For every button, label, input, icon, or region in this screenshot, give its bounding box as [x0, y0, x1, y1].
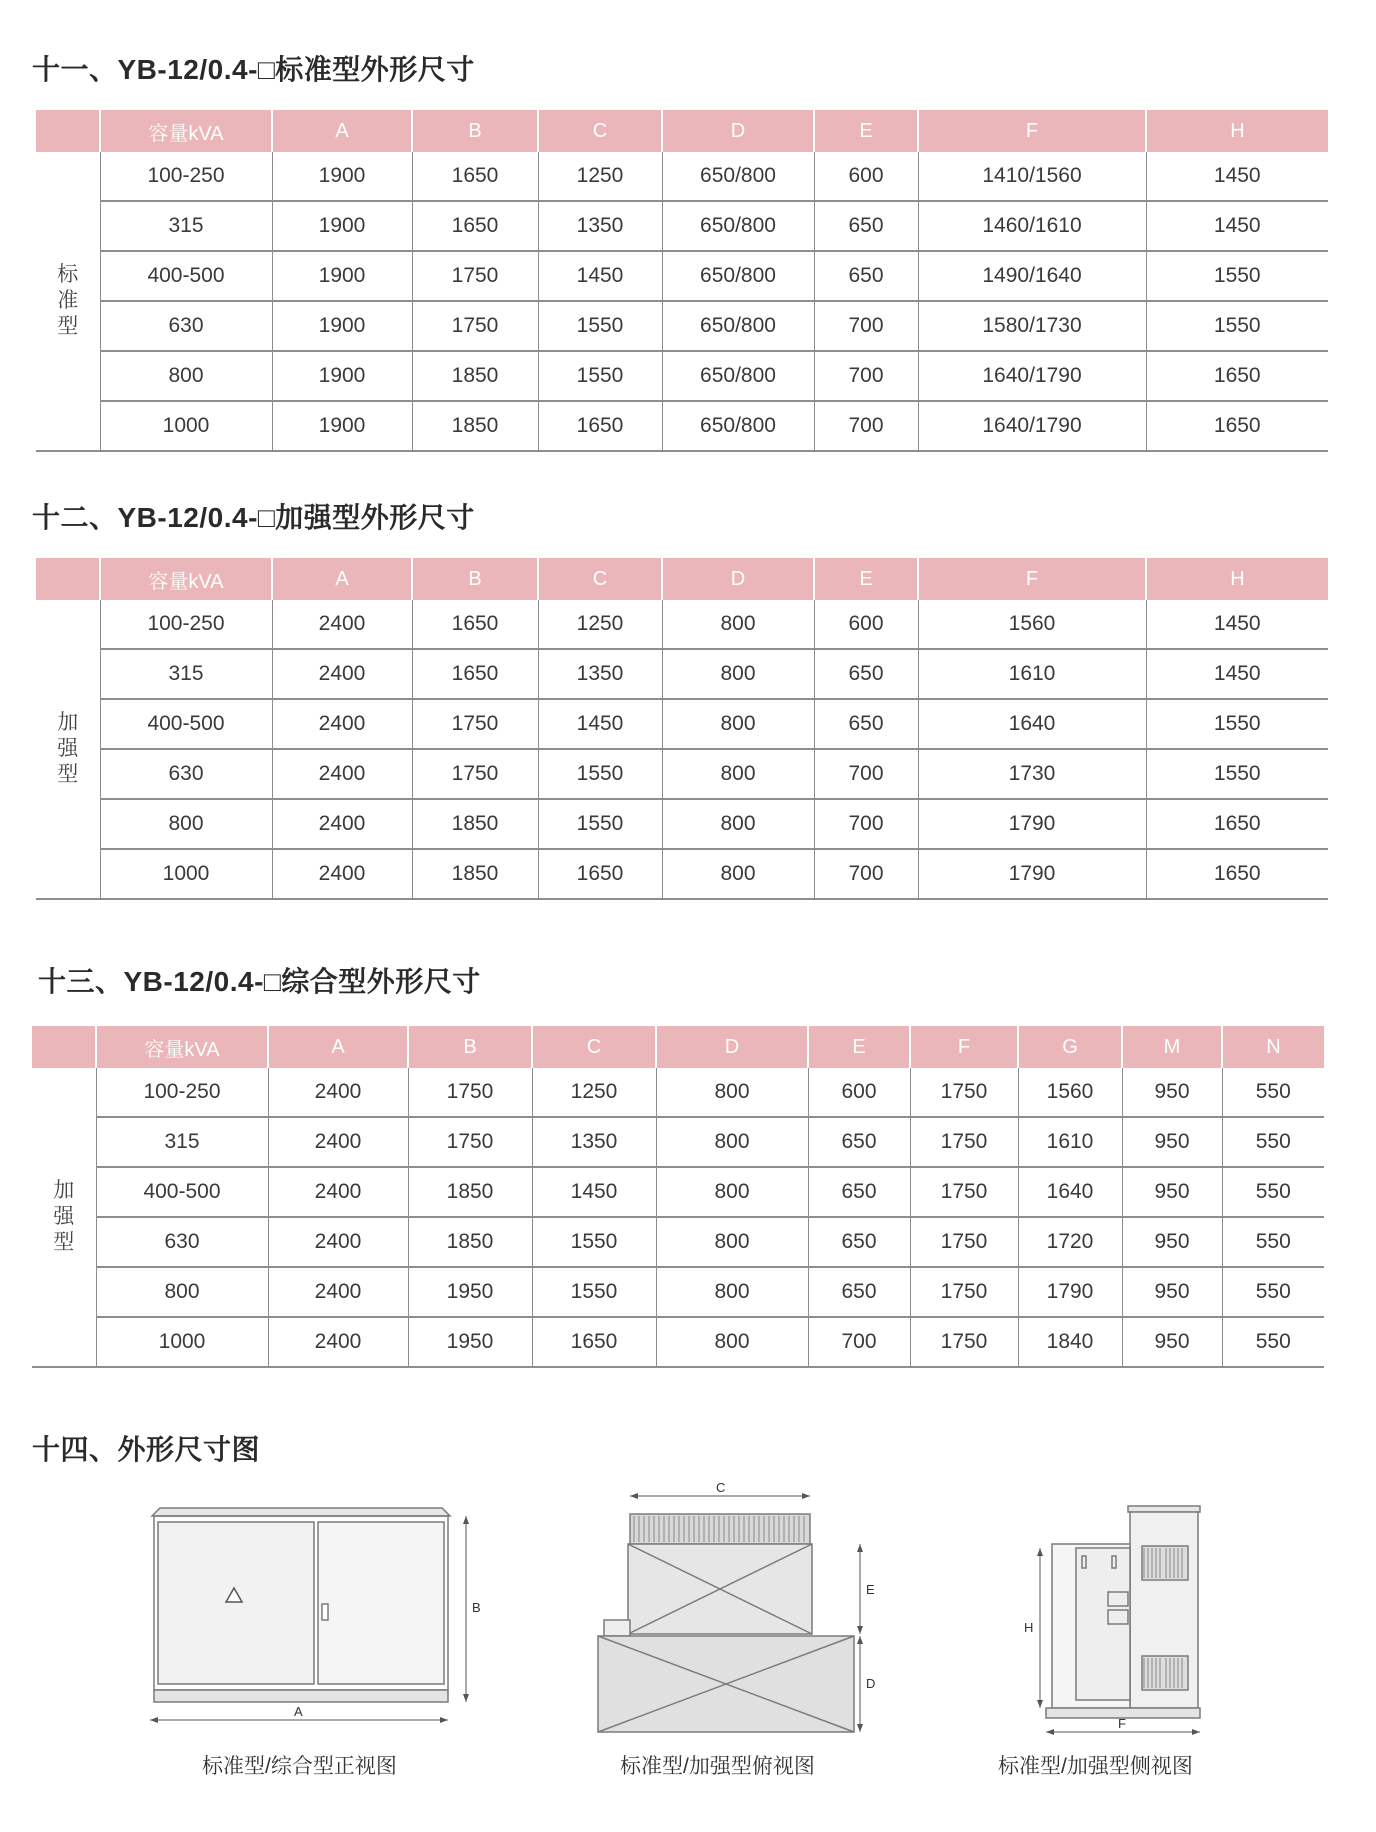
table-cell: 100-250 — [100, 152, 272, 201]
column-header: C — [538, 558, 662, 600]
table-cell: 2400 — [272, 699, 412, 749]
table-cell: 800 — [662, 600, 814, 649]
column-header: C — [532, 1026, 656, 1068]
table-cell: 630 — [100, 749, 272, 799]
table-cell: 1790 — [918, 799, 1146, 849]
table-cell: 2400 — [268, 1167, 408, 1217]
table-cell: 2400 — [268, 1068, 408, 1117]
column-header: B — [412, 558, 538, 600]
table-cell: 1750 — [910, 1217, 1018, 1267]
group-label-char: 强 — [53, 1205, 75, 1228]
table-cell: 1350 — [538, 201, 662, 251]
table-cell: 1650 — [538, 849, 662, 899]
dim-label-e: E — [866, 1582, 875, 1597]
table-cell: 1350 — [532, 1117, 656, 1167]
table-cell: 2400 — [268, 1317, 408, 1367]
table-cell: 650/800 — [662, 301, 814, 351]
table-cell: 1000 — [100, 849, 272, 899]
table-row — [36, 849, 1328, 899]
table-row — [36, 201, 1328, 251]
column-header: F — [918, 110, 1146, 152]
table-cell: 1460/1610 — [918, 201, 1146, 251]
table-cell: 2400 — [272, 600, 412, 649]
table-cell: 1790 — [918, 849, 1146, 899]
column-header: F — [910, 1026, 1018, 1068]
table-cell: 1720 — [1018, 1217, 1122, 1267]
table-cell: 650 — [808, 1167, 910, 1217]
table-cell: 1490/1640 — [918, 251, 1146, 301]
column-header: M — [1122, 1026, 1222, 1068]
table-row — [36, 600, 1328, 649]
table-cell: 800 — [656, 1117, 808, 1167]
table-cell: 950 — [1122, 1217, 1222, 1267]
section-14-title: 十四、外形尺寸图 — [32, 1434, 261, 1465]
table-cell: 2400 — [272, 749, 412, 799]
table-cell: 1550 — [538, 301, 662, 351]
table-cell: 1550 — [532, 1267, 656, 1317]
table-cell: 1450 — [1146, 201, 1328, 251]
table-cell: 1410/1560 — [918, 152, 1146, 201]
table-cell: 1650 — [1146, 799, 1328, 849]
column-header: 容量kVA — [100, 558, 272, 600]
column-header: C — [538, 110, 662, 152]
table-row — [32, 1217, 1324, 1267]
table-cell: 800 — [96, 1267, 268, 1317]
table-cell: 1450 — [1146, 649, 1328, 699]
table-cell: 1750 — [412, 251, 538, 301]
table-cell: 1900 — [272, 201, 412, 251]
table-cell: 1550 — [538, 351, 662, 401]
table-cell: 1450 — [538, 251, 662, 301]
table-cell: 1650 — [1146, 401, 1328, 451]
table-cell: 1650 — [1146, 849, 1328, 899]
header-corner — [36, 110, 100, 152]
table-cell: 550 — [1222, 1117, 1324, 1167]
table-cell: 1640/1790 — [918, 351, 1146, 401]
table-cell: 950 — [1122, 1167, 1222, 1217]
table-cell: 2400 — [268, 1267, 408, 1317]
table-cell: 1350 — [538, 649, 662, 699]
dim-label-c: C — [716, 1480, 726, 1495]
table-cell: 1000 — [96, 1317, 268, 1367]
table-cell: 400-500 — [100, 699, 272, 749]
table-cell: 800 — [656, 1317, 808, 1367]
table-cell: 1550 — [538, 749, 662, 799]
table-row — [36, 699, 1328, 749]
table-cell: 1250 — [532, 1068, 656, 1117]
table-cell: 1900 — [272, 251, 412, 301]
table-cell: 1640/1790 — [918, 401, 1146, 451]
table-cell: 1550 — [532, 1217, 656, 1267]
table-cell: 800 — [656, 1068, 808, 1117]
table-cell: 315 — [96, 1117, 268, 1167]
table-cell: 2400 — [272, 799, 412, 849]
table-cell: 315 — [100, 201, 272, 251]
column-header: G — [1018, 1026, 1122, 1068]
table-row — [36, 401, 1328, 451]
table-cell: 1730 — [918, 749, 1146, 799]
table-cell: 1790 — [1018, 1267, 1122, 1317]
top-view-caption: 标准型/加强型俯视图 — [620, 1755, 815, 1778]
table-header-row — [36, 110, 1328, 152]
table-cell: 650/800 — [662, 401, 814, 451]
table-cell: 1900 — [272, 351, 412, 401]
group-label-char: 加 — [53, 1179, 75, 1202]
table-cell: 630 — [96, 1217, 268, 1267]
column-header: A — [268, 1026, 408, 1068]
dim-label-b: B — [472, 1600, 481, 1615]
table-cell: 550 — [1222, 1167, 1324, 1217]
group-label-char: 标 — [57, 263, 79, 286]
table-cell: 550 — [1222, 1068, 1324, 1117]
table-cell: 950 — [1122, 1068, 1222, 1117]
table-cell: 1640 — [918, 699, 1146, 749]
table-cell: 650/800 — [662, 201, 814, 251]
table-row — [32, 1267, 1324, 1317]
table-cell: 650/800 — [662, 152, 814, 201]
table-cell: 1560 — [1018, 1068, 1122, 1117]
column-header: H — [1146, 558, 1328, 600]
table-cell: 1450 — [1146, 600, 1328, 649]
table-cell: 1650 — [412, 152, 538, 201]
table-cell: 1750 — [910, 1317, 1018, 1367]
table-cell: 1650 — [412, 600, 538, 649]
group-label-char: 加 — [57, 711, 79, 734]
table-cell: 1610 — [918, 649, 1146, 699]
table-cell: 1450 — [538, 699, 662, 749]
table-cell: 700 — [808, 1317, 910, 1367]
group-label-char: 强 — [57, 737, 79, 760]
table-cell: 1750 — [412, 749, 538, 799]
dim-label-f: F — [1118, 1716, 1126, 1731]
table-cell: 1560 — [918, 600, 1146, 649]
table-row — [36, 301, 1328, 351]
table-cell: 600 — [814, 600, 918, 649]
table-cell: 950 — [1122, 1317, 1222, 1367]
table-cell: 2400 — [268, 1217, 408, 1267]
table-cell: 1950 — [408, 1317, 532, 1367]
column-header: E — [808, 1026, 910, 1068]
group-label — [36, 152, 100, 451]
table-cell: 1750 — [408, 1068, 532, 1117]
table-cell: 800 — [662, 799, 814, 849]
table-cell: 1750 — [412, 301, 538, 351]
table-cell: 1900 — [272, 401, 412, 451]
table-cell: 1610 — [1018, 1117, 1122, 1167]
column-header: N — [1222, 1026, 1324, 1068]
table-header-row — [32, 1026, 1324, 1068]
table-cell: 1550 — [1146, 251, 1328, 301]
table-row — [32, 1068, 1324, 1117]
table-cell: 800 — [662, 849, 814, 899]
table-row — [36, 152, 1328, 201]
table-cell: 650 — [814, 699, 918, 749]
table-cell: 800 — [656, 1167, 808, 1217]
table-cell: 650 — [808, 1217, 910, 1267]
table-row — [32, 1167, 1324, 1217]
table-cell: 950 — [1122, 1117, 1222, 1167]
table-cell: 630 — [100, 301, 272, 351]
table-cell: 650 — [814, 649, 918, 699]
table-cell: 700 — [814, 401, 918, 451]
group-label — [36, 600, 100, 899]
top-view-drawing — [598, 1480, 878, 1750]
table-cell: 1750 — [412, 699, 538, 749]
side-view-drawing — [1010, 1506, 1210, 1746]
table-cell: 1900 — [272, 301, 412, 351]
table-cell: 315 — [100, 649, 272, 699]
table-cell: 800 — [662, 699, 814, 749]
table-cell: 1550 — [1146, 749, 1328, 799]
table-row — [36, 649, 1328, 699]
table-cell: 800 — [656, 1217, 808, 1267]
table-cell: 1900 — [272, 152, 412, 201]
table-row — [36, 251, 1328, 301]
table-row — [36, 749, 1328, 799]
table-cell: 1750 — [408, 1117, 532, 1167]
table-cell: 550 — [1222, 1217, 1324, 1267]
column-header: B — [412, 110, 538, 152]
table-cell: 1850 — [408, 1167, 532, 1217]
dim-label-d: D — [866, 1676, 876, 1691]
table-cell: 650/800 — [662, 351, 814, 401]
table-row — [36, 351, 1328, 401]
table-cell: 1580/1730 — [918, 301, 1146, 351]
table-cell: 1000 — [100, 401, 272, 451]
table-cell: 800 — [662, 649, 814, 699]
table-cell: 2400 — [272, 849, 412, 899]
table-cell: 100-250 — [96, 1068, 268, 1117]
section-13-title: 十三、YB-12/0.4-□综合型外形尺寸 — [38, 966, 481, 997]
table-row — [32, 1317, 1324, 1367]
group-label-char: 型 — [53, 1231, 75, 1254]
table-cell: 800 — [656, 1267, 808, 1317]
table-cell: 400-500 — [96, 1167, 268, 1217]
column-header: D — [662, 558, 814, 600]
table-cell: 1850 — [412, 351, 538, 401]
table-cell: 100-250 — [100, 600, 272, 649]
table-cell: 1250 — [538, 152, 662, 201]
dim-label-h: H — [1024, 1620, 1034, 1635]
table-cell: 950 — [1122, 1267, 1222, 1317]
table-cell: 400-500 — [100, 251, 272, 301]
reinforced-table — [36, 558, 1328, 900]
table-cell: 700 — [814, 301, 918, 351]
header-corner — [32, 1026, 96, 1068]
column-header: H — [1146, 110, 1328, 152]
table-row — [36, 799, 1328, 849]
table-cell: 1650 — [1146, 351, 1328, 401]
table-cell: 1840 — [1018, 1317, 1122, 1367]
table-cell: 650/800 — [662, 251, 814, 301]
front-view-drawing — [140, 1500, 480, 1740]
table-cell: 2400 — [268, 1117, 408, 1167]
table-cell: 650 — [808, 1117, 910, 1167]
table-cell: 700 — [814, 849, 918, 899]
column-header: E — [814, 110, 918, 152]
table-cell: 700 — [814, 749, 918, 799]
table-cell: 800 — [100, 799, 272, 849]
table-cell: 1850 — [412, 849, 538, 899]
column-header: D — [656, 1026, 808, 1068]
table-cell: 1650 — [412, 649, 538, 699]
table-cell: 1850 — [412, 401, 538, 451]
group-label — [32, 1068, 96, 1367]
table-cell: 1550 — [1146, 301, 1328, 351]
table-cell: 800 — [100, 351, 272, 401]
column-header: 容量kVA — [100, 110, 272, 152]
column-header: A — [272, 558, 412, 600]
table-cell: 1550 — [538, 799, 662, 849]
table-cell: 700 — [814, 799, 918, 849]
table-cell: 1450 — [532, 1167, 656, 1217]
table-cell: 650 — [808, 1267, 910, 1317]
section-11-title: 十一、YB-12/0.4-□标准型外形尺寸 — [32, 54, 475, 85]
table-cell: 1750 — [910, 1068, 1018, 1117]
table-cell: 1640 — [1018, 1167, 1122, 1217]
section-12-title: 十二、YB-12/0.4-□加强型外形尺寸 — [32, 502, 475, 533]
table-cell: 1850 — [408, 1217, 532, 1267]
side-view-caption: 标准型/加强型侧视图 — [998, 1755, 1193, 1778]
standard-table — [36, 110, 1328, 452]
table-cell: 1650 — [532, 1317, 656, 1367]
dim-label-a: A — [294, 1704, 303, 1719]
table-cell: 550 — [1222, 1267, 1324, 1317]
column-header: F — [918, 558, 1146, 600]
table-cell: 600 — [808, 1068, 910, 1117]
table-cell: 1250 — [538, 600, 662, 649]
column-header: E — [814, 558, 918, 600]
front-view-caption: 标准型/综合型正视图 — [202, 1755, 397, 1778]
table-cell: 1750 — [910, 1267, 1018, 1317]
column-header: 容量kVA — [96, 1026, 268, 1068]
table-cell: 1950 — [408, 1267, 532, 1317]
table-cell: 1750 — [910, 1117, 1018, 1167]
table-cell: 650 — [814, 201, 918, 251]
table-cell: 550 — [1222, 1317, 1324, 1367]
table-cell: 800 — [662, 749, 814, 799]
table-cell: 1650 — [538, 401, 662, 451]
table-cell: 2400 — [272, 649, 412, 699]
table-cell: 650 — [814, 251, 918, 301]
table-cell: 1550 — [1146, 699, 1328, 749]
column-header: B — [408, 1026, 532, 1068]
table-cell: 1850 — [412, 799, 538, 849]
table-cell: 600 — [814, 152, 918, 201]
table-cell: 1450 — [1146, 152, 1328, 201]
table-header-row — [36, 558, 1328, 600]
combined-table — [32, 1026, 1324, 1368]
column-header: D — [662, 110, 814, 152]
group-label-char: 型 — [57, 315, 79, 338]
table-cell: 1750 — [910, 1167, 1018, 1217]
column-header: A — [272, 110, 412, 152]
group-label-char: 准 — [57, 289, 79, 312]
group-label-char: 型 — [57, 763, 79, 786]
table-cell: 1650 — [412, 201, 538, 251]
table-cell: 700 — [814, 351, 918, 401]
header-corner — [36, 558, 100, 600]
table-row — [32, 1117, 1324, 1167]
